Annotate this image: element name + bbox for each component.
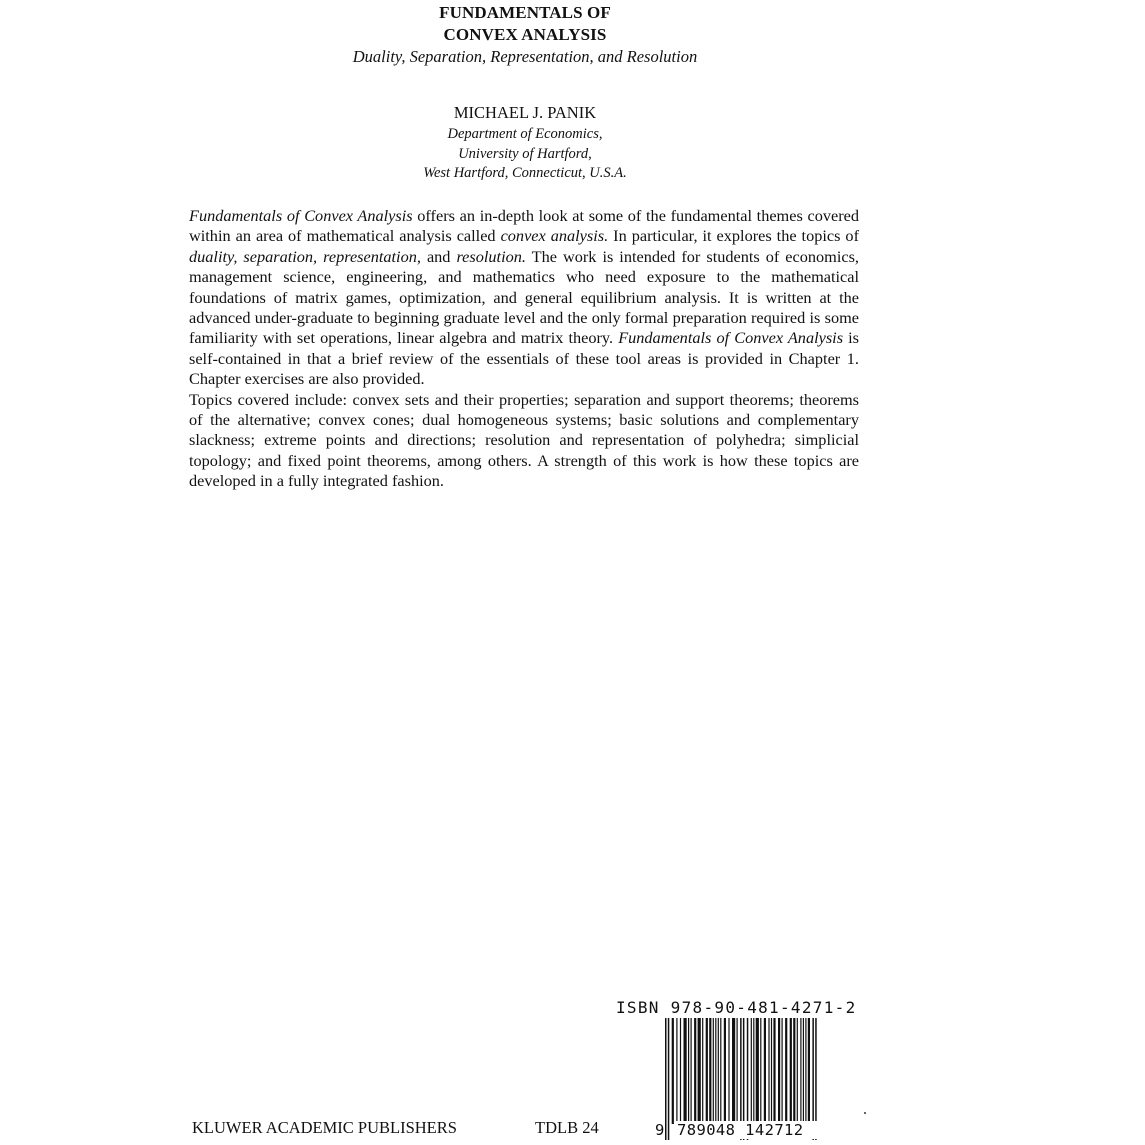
barcode-bar bbox=[737, 1018, 738, 1124]
description-text: In particular, it explores the topics of bbox=[608, 226, 859, 246]
barcode-first-digit: 9 bbox=[655, 1121, 665, 1139]
book-title-line-1: FUNDAMENTALS OF bbox=[439, 3, 611, 22]
barcode-bar bbox=[760, 1018, 761, 1124]
description-text: and bbox=[420, 246, 457, 266]
publisher-name: KLUWER ACADEMIC PUBLISHERS bbox=[192, 1118, 457, 1137]
description-paragraph-1 bbox=[189, 206, 859, 390]
barcode-bar bbox=[680, 1018, 681, 1124]
barcode-bar bbox=[715, 1018, 716, 1124]
barcode-bar bbox=[702, 1018, 703, 1124]
barcode-bar bbox=[797, 1018, 798, 1124]
book-title-reference: Fundamentals of Convex Analysis bbox=[618, 328, 844, 348]
barcode-bar bbox=[720, 1018, 721, 1124]
description-text: The work is intended for students of economics, management science, engineering, and mathematics who need exposure to the mathematical foundations of matrix games, optimization, and general equilibrium analysis. It is written at the advanced under-graduate to beginning graduate level and the only formal preparation required is some familiarity with set operations, linear algebra and matrix theory. bbox=[189, 246, 859, 348]
book-subtitle: Duality, Separation, Representation, and Resolution bbox=[352, 47, 698, 66]
barcode-bar bbox=[668, 1018, 670, 1140]
barcode-digits: 789048 142712 bbox=[676, 1121, 822, 1139]
barcode-bar bbox=[691, 1018, 692, 1124]
barcode-bar bbox=[684, 1018, 687, 1124]
barcode-bar bbox=[808, 1018, 810, 1124]
series-code: TDLB 24 bbox=[535, 1118, 599, 1137]
topic-resolution: resolution. bbox=[456, 246, 526, 266]
author-affiliation-location: West Hartford, Connecticut, U.S.A. bbox=[423, 165, 627, 181]
barcode-bar bbox=[778, 1018, 780, 1124]
barcode-bar bbox=[793, 1018, 795, 1124]
barcode-bar bbox=[800, 1018, 801, 1124]
barcode-bar bbox=[764, 1018, 766, 1124]
book-title-reference: Fundamentals of Convex Analysis bbox=[189, 206, 413, 225]
barcode-bar bbox=[782, 1018, 783, 1124]
barcode-bar bbox=[672, 1018, 674, 1124]
description-paragraph-2: Topics covered include: convex sets and their properties; separation and support theorems; theorems of the alternative; convex cones; dual homogeneous systems; basic solutions and complementary slackness; extreme points and directions; resolution and representation of polyhedra; simplicial topology; and fixed point theorems, among others. A strength of this work is how these topics are developed in a fully integrated fashion. bbox=[189, 389, 859, 491]
barcode-bar bbox=[724, 1018, 726, 1124]
barcode-bar bbox=[728, 1018, 729, 1124]
stray-mark bbox=[864, 1112, 866, 1114]
barcode-bar bbox=[698, 1018, 701, 1124]
term-convex-analysis: convex analysis. bbox=[500, 226, 609, 246]
barcode-bar bbox=[706, 1018, 708, 1124]
description-text: offers an in-depth look at some of the fundamental themes covered within an area of mathematical analysis called bbox=[189, 206, 859, 246]
barcode-bar bbox=[709, 1018, 711, 1124]
author-affiliation-department: Department of Economics, bbox=[447, 126, 603, 142]
book-title-line-2: CONVEX ANALYSIS bbox=[443, 25, 607, 44]
barcode-bar bbox=[785, 1018, 787, 1124]
barcode-bar bbox=[688, 1018, 689, 1124]
barcode-bar bbox=[732, 1018, 735, 1124]
barcode-bar bbox=[771, 1018, 772, 1124]
barcode-bar bbox=[803, 1018, 804, 1124]
barcode-bar bbox=[753, 1018, 754, 1124]
isbn-label: ISBN 978-90-481-4271-2 bbox=[616, 998, 857, 1017]
topics-list: duality, separation, representation, bbox=[189, 246, 421, 266]
description-text: is self-contained in that a brief review of the essentials of these tool areas is provided in Chapter 1. Chapter exercises are also provided. bbox=[189, 328, 859, 389]
barcode-bar bbox=[756, 1018, 759, 1124]
barcode-bar bbox=[768, 1018, 769, 1124]
author-name: MICHAEL J. PANIK bbox=[453, 103, 597, 122]
barcode-bar bbox=[713, 1018, 714, 1124]
barcode-bar bbox=[676, 1018, 677, 1124]
barcode-bar bbox=[718, 1018, 719, 1124]
barcode-bar bbox=[751, 1018, 752, 1124]
barcode-bar bbox=[694, 1018, 696, 1124]
barcode-bar bbox=[665, 1018, 667, 1140]
barcode-bar bbox=[805, 1018, 806, 1124]
barcode-bar bbox=[773, 1018, 775, 1124]
barcode-bar bbox=[790, 1018, 792, 1124]
book-description bbox=[189, 206, 859, 492]
author-affiliation-university: University of Hartford, bbox=[458, 146, 592, 162]
